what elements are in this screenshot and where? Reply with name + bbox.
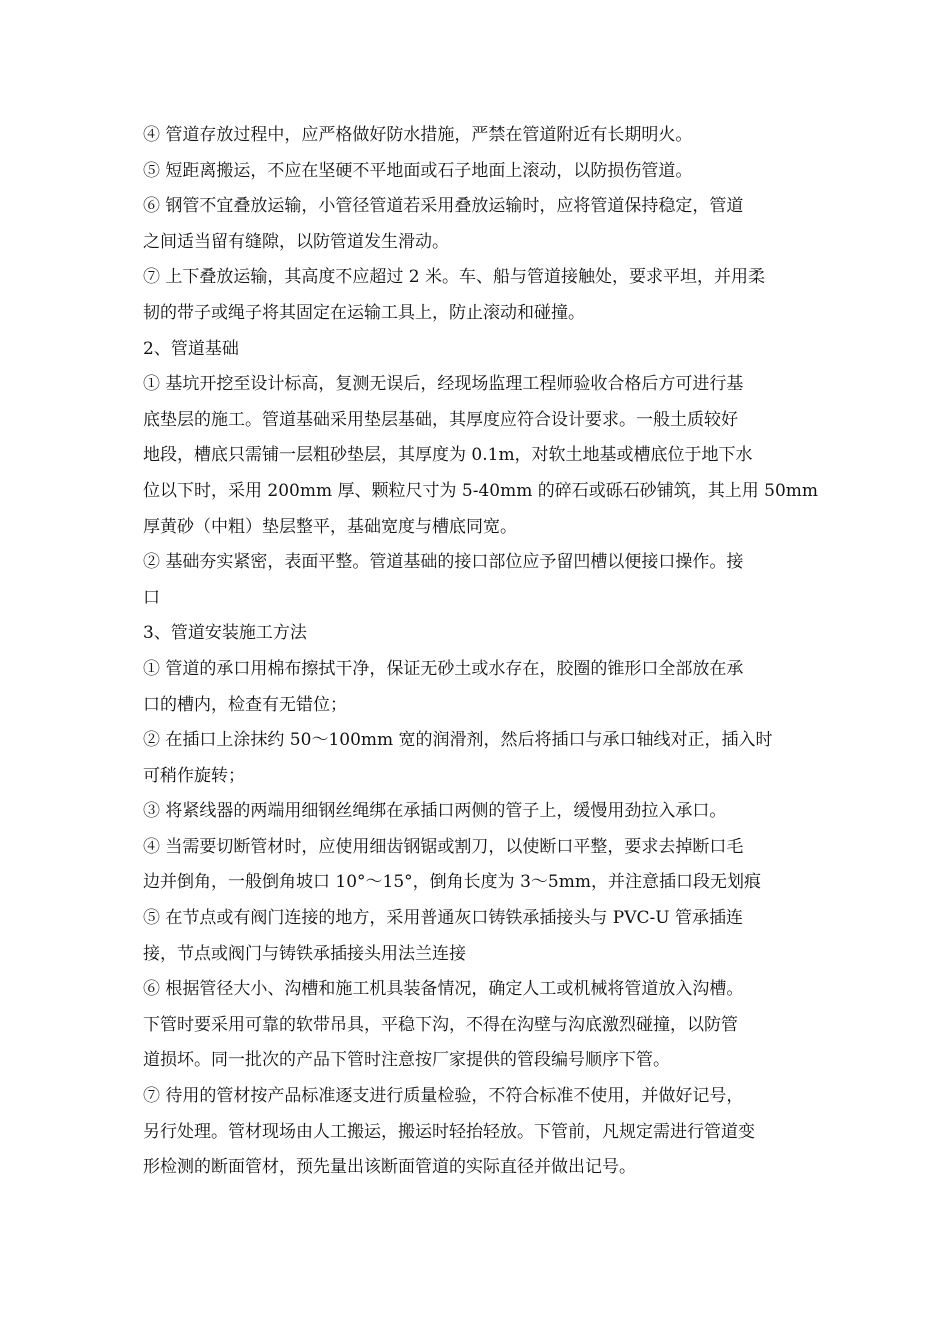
text-line: 下管时要采用可靠的软带吊具，平稳下沟，不得在沟壁与沟底激烈碰撞，以防管 xyxy=(143,1014,738,1035)
text-line: ⑥ 根据管径大小、沟槽和施工机具装备情况，确定人工或机械将管道放入沟槽。 xyxy=(143,979,744,1000)
text-line: ⑦ 待用的管材按产品标准逐支进行质量检验，不符合标准不使用，并做好记号， xyxy=(143,1086,744,1107)
text-line: ② 基础夯实紧密，表面平整。管道基础的接口部位应予留凹槽以便接口操作。接 xyxy=(143,552,744,573)
text-line: 道损坏。同一批次的产品下管时注意按厂家提供的管段编号顺序下管。 xyxy=(143,1050,670,1071)
text-line: ① 管道的承口用棉布擦拭干净，保证无砂土或水存在，胶圈的锥形口全部放在承 xyxy=(143,658,744,679)
text-line: 可稍作旋转； xyxy=(143,765,245,786)
text-line: ④ 当需要切断管材时，应使用细齿钢锯或割刀，以使断口平整，要求去掉断口毛 xyxy=(143,836,744,857)
text-line: 形检测的断面管材，预先量出该断面管道的实际直径并做出记号。 xyxy=(143,1157,636,1178)
text-line: ⑥ 钢管不宜叠放运输，小管径管道若采用叠放运输时，应将管道保持稳定，管道 xyxy=(143,196,744,217)
document-body xyxy=(143,118,819,1186)
text-line: ⑤ 在节点或有阀门连接的地方，采用普通灰口铸铁承插接头与 PVC-U 管承插连 xyxy=(143,908,744,929)
text-line: 另行处理。管材现场由人工搬运，搬运时轻抬轻放。下管前，凡规定需进行管道变 xyxy=(143,1121,755,1142)
text-line: 接，节点或阀门与铸铁承插接头用法兰连接 xyxy=(143,943,466,964)
text-line: 边并倒角，一般倒角坡口 10°～15°，倒角长度为 3～5mm，并注意插口段无划痕 xyxy=(143,872,761,893)
text-line: 位以下时，采用 200mm 厚、颗粒尺寸为 5-40mm 的碎石或砾石砂铺筑，其上用 50mm xyxy=(143,480,819,501)
text-line: 韧的带子或绳子将其固定在运输工具上，防止滚动和碰撞。 xyxy=(143,302,585,323)
text-line: ① 基坑开挖至设计标高，复测无误后，经现场监理工程师验收合格后方可进行基 xyxy=(143,374,744,395)
text-line: 厚黄砂（中粗）垫层整平，基础宽度与槽底同宽。 xyxy=(143,516,517,537)
text-line: ③ 将紧线器的两端用细钢丝绳绑在承插口两侧的管子上，缓慢用劲拉入承口。 xyxy=(143,801,727,822)
text-line: ② 在插口上涂抹约 50～100mm 宽的润滑剂，然后将插口与承口轴线对正，插入时 xyxy=(143,730,773,751)
text-line: 底垫层的施工。管道基础采用垫层基础，其厚度应符合设计要求。一般土质较好 xyxy=(143,409,738,430)
text-line: 之间适当留有缝隙，以防管道发生滑动。 xyxy=(143,231,449,252)
section-heading: 2、管道基础 xyxy=(143,338,239,359)
text-line: 口 xyxy=(143,587,160,608)
text-line: ④ 管道存放过程中，应严格做好防水措施，严禁在管道附近有长期明火。 xyxy=(143,125,693,145)
text-line: 口的槽内，检查有无错位； xyxy=(143,694,347,715)
section-heading: 3、管道安装施工方法 xyxy=(143,623,307,644)
text-line: ⑤ 短距离搬运，不应在坚硬不平地面或石子地面上滚动，以防损伤管道。 xyxy=(143,160,693,181)
text-line: 地段，槽底只需铺一层粗砂垫层，其厚度为 0.1m，对软土地基或槽底位于地下水 xyxy=(143,445,753,466)
text-line: ⑦ 上下叠放运输，其高度不应超过 2 米。车、船与管道接触处，要求平坦，并用柔 xyxy=(143,267,766,288)
